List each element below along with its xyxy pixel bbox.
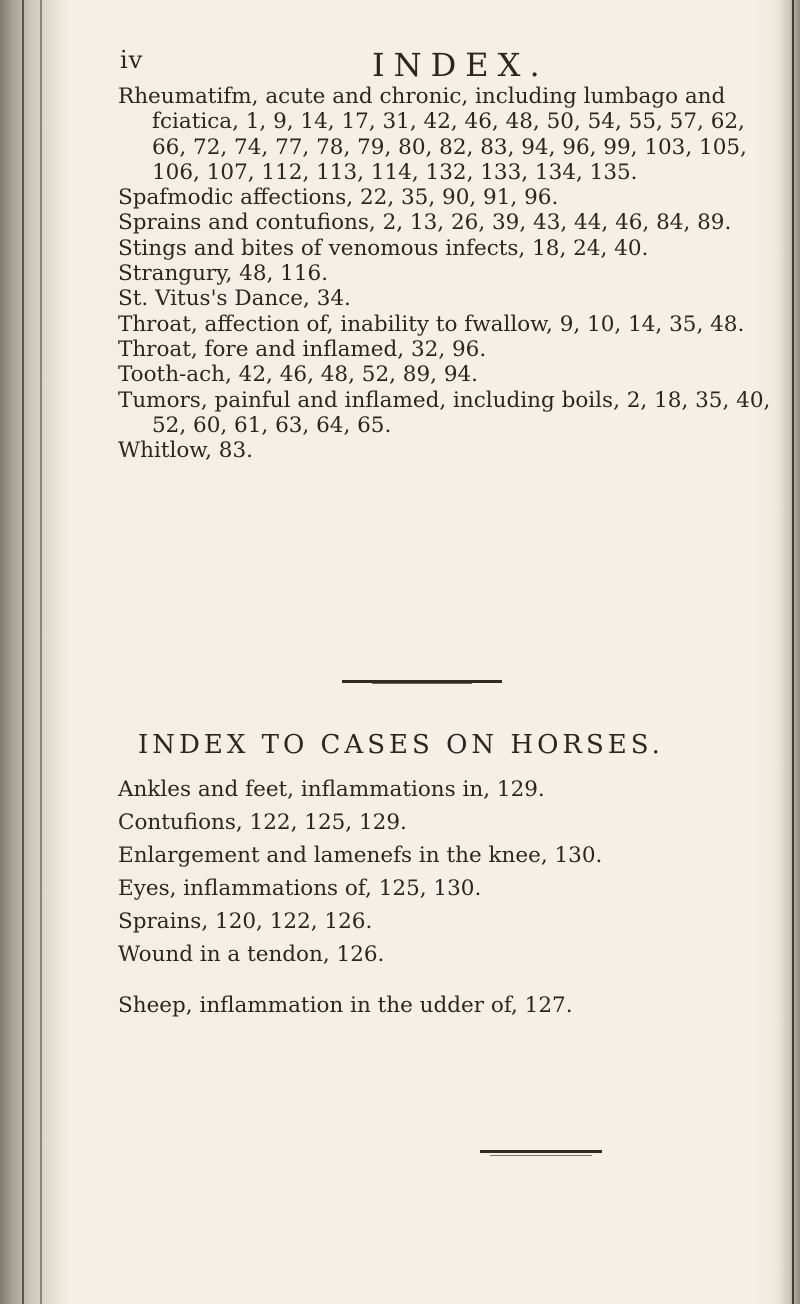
horses-entry-eyes: Eyes, inflammations of, 125, 130. [118, 876, 482, 901]
edge-rule [792, 0, 794, 1304]
horses-entry-sprains: Sprains, 120, 122, 126. [118, 909, 373, 934]
horses-section-title: INDEX TO CASES ON HORSES. [138, 730, 664, 760]
index-entry-tumors: Tumors, painful and inflamed, including boils, 2, 18, 35, 40, 52, 60, 61, 63, 64, 65. [118, 387, 771, 438]
running-header [120, 46, 780, 86]
index-list [118, 84, 778, 463]
index-entry-throat-affection: Throat, affection of, inability to fwallow, 9, 10, 14, 35, 48. [118, 311, 745, 337]
index-entry-spasmodic: Spafmodic affections, 22, 35, 90, 91, 96. [118, 185, 559, 211]
horses-entry-wound: Wound in a tendon, 126. [118, 942, 385, 967]
index-entry-strangury: Strangury, 48, 116. [118, 261, 329, 287]
running-title: INDEX. [372, 46, 549, 84]
sheep-entry: Sheep, inflammation in the udder of, 127. [118, 993, 573, 1018]
binding-rule [22, 0, 24, 1304]
horses-index-list [118, 773, 778, 971]
index-entry-rheumatism: Rheumatifm, acute and chronic, including lumbago and fciatica, 1, 9, 14, 17, 31, 42, 46, 48, 50, 54, 55, 57, 62, 66, 72, 74, 77, 78, 79, 80, 82, 83, 94, 96, 99, 103, 105, 106, 107, 112, 113, 114, 132, 133, 134, 135. [118, 84, 747, 185]
index-entry-sprains: Sprains and contufions, 2, 13, 26, 39, 43, 44, 46, 84, 89. [118, 210, 732, 236]
tail-ornament [480, 1150, 602, 1153]
horses-entry-contusions: Contufions, 122, 125, 129. [118, 810, 407, 835]
page-number: iv [120, 46, 144, 74]
index-entry-stings: Stings and bites of venomous infects, 18, 24, 40. [118, 235, 649, 261]
index-entry-whitlow: Whitlow, 83. [118, 438, 253, 464]
horses-entry-ankles: Ankles and feet, inflammations in, 129. [118, 777, 545, 802]
binding-rule [40, 0, 42, 1304]
index-entry-st-vitus: St. Vitus's Dance, 34. [118, 286, 351, 312]
index-entry-toothache: Tooth-ach, 42, 46, 48, 52, 89, 94. [118, 362, 479, 388]
page-binding-left [0, 0, 70, 1304]
horses-entry-knee: Enlargement and lamenefs in the knee, 130. [118, 843, 603, 868]
page-edge-right [778, 0, 800, 1304]
section-divider [342, 680, 502, 683]
index-entry-throat-sore: Throat, fore and inflamed, 32, 96. [118, 336, 487, 362]
